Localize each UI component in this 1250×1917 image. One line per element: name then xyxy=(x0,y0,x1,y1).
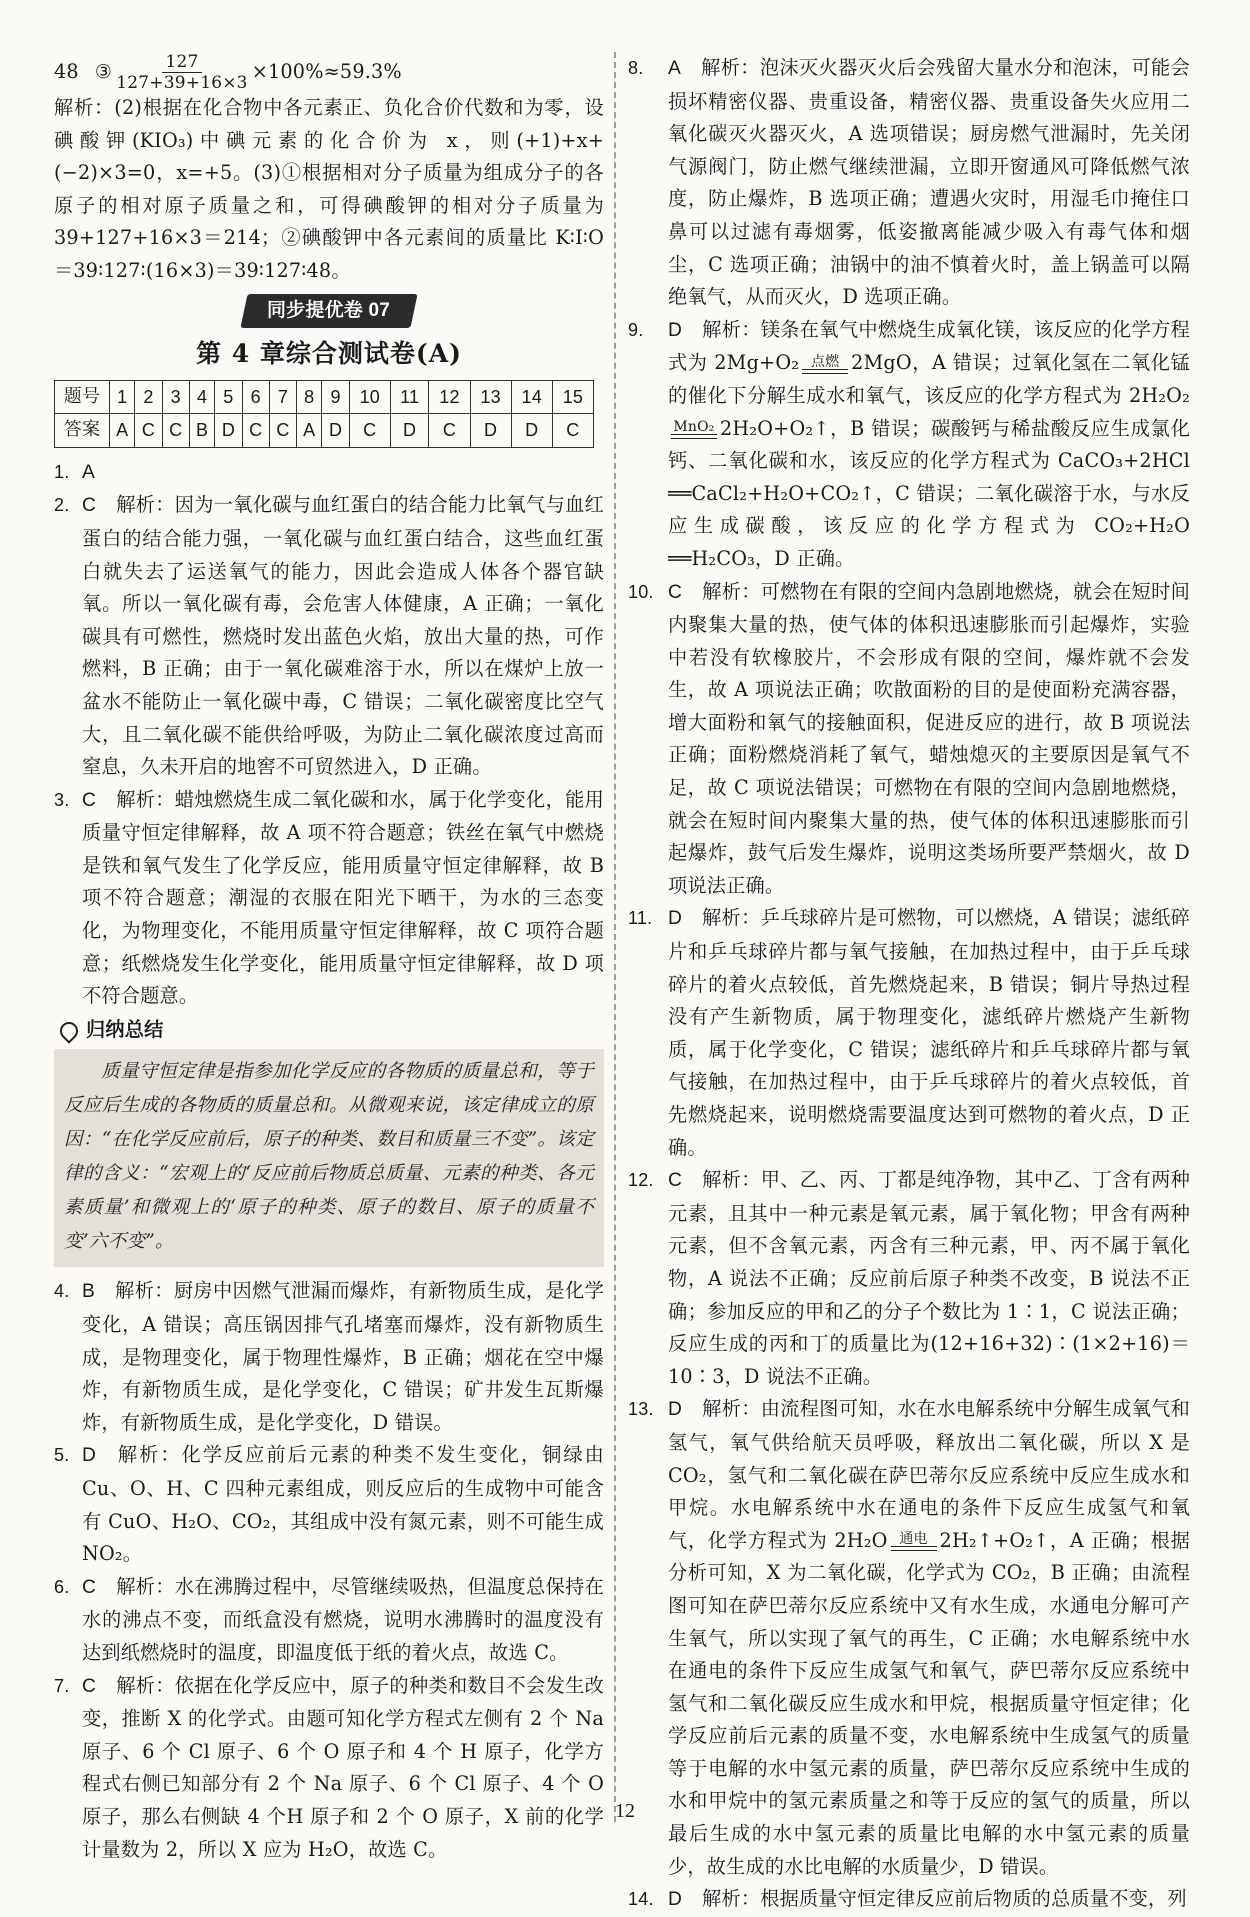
table-cell: D xyxy=(215,414,242,448)
question-number: 1. xyxy=(54,461,70,482)
question-item xyxy=(54,1275,604,1439)
answer-table xyxy=(54,380,594,448)
question-answer: C xyxy=(82,495,97,517)
question-number: 4. xyxy=(54,1281,70,1302)
question-number: 11. xyxy=(628,908,653,929)
question-item xyxy=(54,784,604,1013)
summary-box: 质量守恒定律是指参加化学反应的各物质的质量总和，等于反应后生成的各物质的质量总和。从微观来说，该定律成立的原因：“在化学反应前后，原子的种类、数目和质量三不变”。该定律的含义：“宏观上的‘反应前后物质总质量、元素的种类、各元素质量’和微观上的‘原子的种类、原子的数目、原子的质量不变’六不变”。 xyxy=(54,1049,604,1267)
table-cell: C xyxy=(162,414,189,448)
fraction-denominator: 127+39+16×3 xyxy=(116,72,248,93)
reaction-condition xyxy=(891,1532,937,1551)
question-item xyxy=(628,1883,1190,1917)
formula-tail: ×100%≈59.3% xyxy=(251,59,402,83)
table-cell: 9 xyxy=(322,380,349,414)
question-answer: D xyxy=(82,1445,97,1467)
question-answer: C xyxy=(668,581,683,603)
question-item xyxy=(54,1670,604,1867)
table-cell: D xyxy=(390,414,429,448)
question-answer: A xyxy=(82,461,95,483)
table-cell: 7 xyxy=(269,380,296,414)
table-cell: 1 xyxy=(110,380,135,414)
question-explanation: 解析：依据在化学反应中，原子的种类和数目不会发生改变，推断 X 的化学式。由题可知化学方程式左侧有 2 个 Na 原子、6 个 Cl 原子、6 个 O 原子和 4 个 H 原子，化学方程式右侧已知部分有 2 个 Na 原子、6 个 Cl 原子、4 个 O 原子，那么右侧缺 4 个H 原子和 2 个 O 原子，X 前的化学计量数为 2，所以 X 应为 H₂O，故选 C。 xyxy=(82,1673,604,1861)
column-divider xyxy=(614,52,616,1822)
question-explanation: 解析：甲、乙、丙、丁都是纯净物，其中乙、丁含有两种元素，且其中一种元素是氧元素，属于氧化物；甲含有两种元素，但不含氧元素，丙含有三种元素，甲、丙不属于氧化物，A 说法不正确；反应前后原子种类不改变，B 说法不正确；参加反应的甲和乙的分子个数比为 1∶1，C 说法正确；反应生成的丙和丁的质量比为(12+16+32)∶(1×2+16)＝10∶3，D 说法不正确。 xyxy=(668,1168,1190,1388)
reaction-condition xyxy=(802,355,848,374)
table-cell: C xyxy=(269,414,296,448)
question-explanation: 解析：乒乓球碎片是可燃物，可以燃烧，A 错误；滤纸碎片和乒乓球碎片都与氧气接触，在加热过程中，由于乒乓球碎片的着火点较低，首先燃烧起来，B 错误；铜片导热过程没有产生新物质，属于物理变化，滤纸碎片燃烧产生新物质，属于化学变化，C 错误；滤纸碎片和乒乓球碎片都与氧气接触，在加热过程中，由于乒乓球碎片的着火点较低，首先燃烧起来，说明燃烧需要温度达到可燃物的着火点，D 正确。 xyxy=(668,906,1190,1159)
question-explanation: 解析：根据质量守恒定律反应前后物质的总质量不变，列 xyxy=(702,1887,1187,1911)
question-answer: A xyxy=(668,58,681,79)
question-item xyxy=(628,1164,1190,1393)
table-cell: 3 xyxy=(162,380,189,414)
question-explanation: 解析：水在沸腾过程中，尽管继续吸热，但温度总保持在水的沸点不变，而纸盒没有燃烧，说明水沸腾时的温度没有达到纸燃烧时的温度，即温度低于纸的着火点，故选 C。 xyxy=(82,1574,604,1664)
table-cell: 15 xyxy=(552,380,593,414)
table-cell: 14 xyxy=(511,380,552,414)
question-explanation: 解析：因为一氧化碳与血红蛋白的结合能力比氧气与血红蛋白的结合能力强，一氧化碳与血红蛋白结合，这些血红蛋白就失去了运送氧气的能力，因此会造成人体各个器官缺氧。所以一氧化碳有毒，会危害人体健康，A 正确；一氧化碳具有可燃性，燃烧时发出蓝色火焰，放出大量的热，可作燃料，B 正确；由于一氧化碳难溶于水，所以在煤炉上放一盆水不能防止一氧化碳中毒，C 错误；二氧化碳密度比空气大，且二氧化碳不能供给呼吸，为防止二氧化碳浓度过高而窒息，久未开启的地窖不可贸然进入，D 正确。 xyxy=(82,493,604,779)
question-item xyxy=(54,1439,604,1570)
question-number: 10. xyxy=(628,581,654,602)
table-cell: D xyxy=(470,414,511,448)
question-answer: D xyxy=(668,319,683,341)
question-explanation: 解析：化学反应前后元素的种类不发生变化，铜绿由 Cu、O、H、C 四种元素组成，则反应后的生成物中可能含有 CuO、H₂O、CO₂，其组成中没有氮元素，则不可能生成 NO₂。 xyxy=(82,1443,604,1566)
question-answer: D xyxy=(668,1889,683,1911)
row-head-answers: 答案 xyxy=(55,414,110,448)
question-number: 2. xyxy=(54,495,70,516)
question-explanation: 解析：厨房中因燃气泄漏而爆炸，有新物质生成，是化学变化，A 错误；高压锅因排气孔堵塞而爆炸，没有新物质生成，是物理变化，属于物理性爆炸，B 正确；烟花在空中爆炸，有新物质生成，是化学变化，C 错误；矿井发生瓦斯爆炸，有新物质生成，是化学变化，D 错误。 xyxy=(82,1279,604,1434)
question-explanation: 解析：由流程图可知，水在水电解系统中分解生成氧气和氢气，氧气供给航天员呼吸，释放出二氧化碳，所以 X 是 CO₂，氢气和二氧化碳在萨巴蒂尔反应系统中反应生成水和甲烷。水电解系统中水在通电的条件下反应生成氢气和氧气，化学方程式为 2H₂O xyxy=(668,1397,1190,1552)
table-cell: 4 xyxy=(189,380,214,414)
question-number: 7. xyxy=(54,1675,70,1696)
condition-label: 点燃 xyxy=(810,353,840,370)
question-answer: B xyxy=(82,1281,95,1303)
row-head-numbers: 题号 xyxy=(55,380,110,414)
question-explanation: 2MgO，A 错误；过氧化氢在二氧化锰的催化下分解生成水和氧气，该反应的化学方程式为 2H₂O₂ xyxy=(668,351,1190,407)
question-item xyxy=(628,902,1190,1164)
table-cell: A xyxy=(297,414,322,448)
question-answer: C xyxy=(82,1675,97,1697)
section-badge: 同步提优卷 07 xyxy=(240,294,417,328)
question-number: 12. xyxy=(628,1170,654,1191)
table-cell: D xyxy=(322,414,349,448)
question-item xyxy=(628,52,1190,314)
pin-icon xyxy=(56,1018,81,1043)
question-item xyxy=(54,456,604,490)
question-explanation: 2H₂O+O₂↑，B 错误；碳酸钙与稀盐酸反应生成氯化钙、二氧化碳和水，该反应的化学方程式为 CaCO₃+2HCl ══CaCl₂+H₂O+CO₂↑，C 错误；二氧化碳溶于水，与水反应生成碳酸，该反应的化学方程式为 CO₂+H₂O ══H₂CO₃，D 正确。 xyxy=(668,416,1190,570)
question-item xyxy=(54,1571,604,1670)
question-item xyxy=(628,314,1190,576)
table-cell: B xyxy=(189,414,214,448)
summary-title-text: 归纳总结 xyxy=(86,1019,164,1041)
question-item xyxy=(54,489,604,783)
summary-heading xyxy=(60,1015,604,1048)
table-cell: 8 xyxy=(297,380,322,414)
right-column xyxy=(628,52,1190,1917)
page-number: 12 xyxy=(615,1800,635,1822)
question-explanation: 解析：蜡烛燃烧生成二氧化碳和水，属于化学变化，能用质量守恒定律解释，故 A 项不符合题意；铁丝在氧气中燃烧是铁和氧气发生了化学反应，能用质量守恒定律解释，故 B 项不符合题意；潮湿的衣服在阳光下晒干，为水的三态变化，为物理变化，不能用质量守恒定律解释，故 C 项符合题意；纸燃烧发生化学变化，能用质量守恒定律解释，故 D 项不符合题意。 xyxy=(82,787,604,1008)
question-number: 3. xyxy=(54,789,70,810)
left-column xyxy=(54,52,604,1866)
table-cell: 12 xyxy=(429,380,470,414)
question-number: 8. xyxy=(628,58,644,78)
question-answer: D xyxy=(668,1399,683,1421)
fraction xyxy=(116,52,247,93)
question-number: 14. xyxy=(628,1889,654,1910)
table-cell: A xyxy=(110,414,135,448)
condition-label: 通电 xyxy=(899,1531,928,1548)
table-cell: C xyxy=(429,414,470,448)
fraction-numerator: 127 xyxy=(162,52,201,73)
question-explanation: 解析：镁条在氧气中燃烧生成氧化镁，该反应的化学方程式为 2Mg+O₂ xyxy=(668,317,1190,375)
question-number: 5. xyxy=(54,1445,70,1466)
circled-marker: ③ xyxy=(94,59,113,83)
answer-table-answer-row xyxy=(55,414,594,448)
table-cell: 5 xyxy=(215,380,242,414)
question-explanation: 解析：可燃物在有限的空间内急剧地燃烧，就会在短时间内聚集大量的热，使气体的体积迅速膨胀而引起爆炸，实验中若没有软橡胶片，不会形成有限的空间，爆炸就不会发生，故 A 项说法正确；吹散面粉的目的是使面粉充满容器，增大面粉和氧气的接触面积，促进反应的进行，故 B 项说法正确；面粉燃烧消耗了氧气，蜡烛熄灭的主要原因是氧气不足，故 C 项说法错误；可燃物在有限的空间内急剧地燃烧，就会在短时间内聚集大量的热，使气体的体积迅速膨胀而引起爆炸，鼓气后发生爆炸，说明这类场所要严禁烟火，故 D 项说法正确。 xyxy=(668,579,1190,897)
table-cell: C xyxy=(552,414,593,448)
question-number: 13. xyxy=(628,1399,654,1420)
table-cell: 10 xyxy=(349,380,390,414)
question-explanation: 2H₂↑+O₂↑，A 正确；根据分析可知，X 为二氧化碳，化学式为 CO₂，B 正确；由流程图可知在萨巴蒂尔反应系统中又有水生成，水通电分解可产生氧气，所以实现了氧气的再生，C 正确；水电解系统中水在通电的条件下反应生成氢气和氧气，萨巴蒂尔反应系统中氢气和二氧化碳反应生成水和甲烷，根据质量守恒定律；化学反应前后元素的质量不变，水电解系统中生成氢气的质量等于电解的水中氢元素的质量，萨巴蒂尔反应系统中生成的水和甲烷中的氢元素质量之和等于反应的氢气的质量，所以最后生成的水中氢元素的质量比电解的水中氢元素的质量少，故生成的水比电解的水质量少，D 错误。 xyxy=(668,1528,1190,1878)
table-cell: 11 xyxy=(390,380,429,414)
chapter-title: 第 4 章综合测试卷(A) xyxy=(196,338,462,368)
question-item xyxy=(628,576,1190,903)
question-answer: C xyxy=(82,789,97,811)
top-analysis: 解析：(2)根据在化合物中各元素正、负化合价代数和为零，设碘酸钾(KIO₃)中碘元素的化合价为 x，则(+1)+x+(−2)×3=0，x=+5。(3)①根据相对分子质量为组成分子的各原子的相对原子质量之和，可得碘酸钾的相对分子质量为 39+127+16×3＝214；②碘酸钾中各元素间的质量比 K∶I∶O＝39∶127∶(16×3)＝39∶127∶48。 xyxy=(54,96,604,282)
percent-formula xyxy=(54,52,604,92)
question-number: 9. xyxy=(628,319,644,340)
table-cell: C xyxy=(242,414,269,448)
table-cell: C xyxy=(135,414,162,448)
condition-label: MnO₂ xyxy=(673,419,715,436)
table-cell: 6 xyxy=(242,380,269,414)
table-cell: C xyxy=(349,414,390,448)
question-answer: C xyxy=(668,1170,683,1192)
question-explanation: 解析：泡沫灭火器灭火后会残留大量水分和泡沫，可能会损坏精密仪器、贵重设备，精密仪器、贵重设备失火应用二氧化碳灭火器灭火，A 选项错误；厨房燃气泄漏时，先关闭气源阀门，防止燃气继续泄漏，立即开窗通风可降低燃气浓度，防止爆炸，B 选项正确；遭遇火灾时，用湿毛巾掩住口鼻可以过滤有毒烟雾，低姿撤离能减少吸入有毒气体和烟尘，C 选项正确；油锅中的油不慎着火时，盖上锅盖可以隔绝氧气，从而灭火，D 选项正确。 xyxy=(668,56,1190,309)
reaction-condition xyxy=(671,420,717,439)
question-answer: C xyxy=(82,1576,97,1598)
formula-prefix-number: 48 xyxy=(54,59,79,83)
answer-table-number-row xyxy=(55,380,594,414)
question-answer: D xyxy=(668,908,683,930)
question-number: 6. xyxy=(54,1576,70,1597)
table-cell: D xyxy=(511,414,552,448)
table-cell: 13 xyxy=(470,380,511,414)
table-cell: 2 xyxy=(135,380,162,414)
